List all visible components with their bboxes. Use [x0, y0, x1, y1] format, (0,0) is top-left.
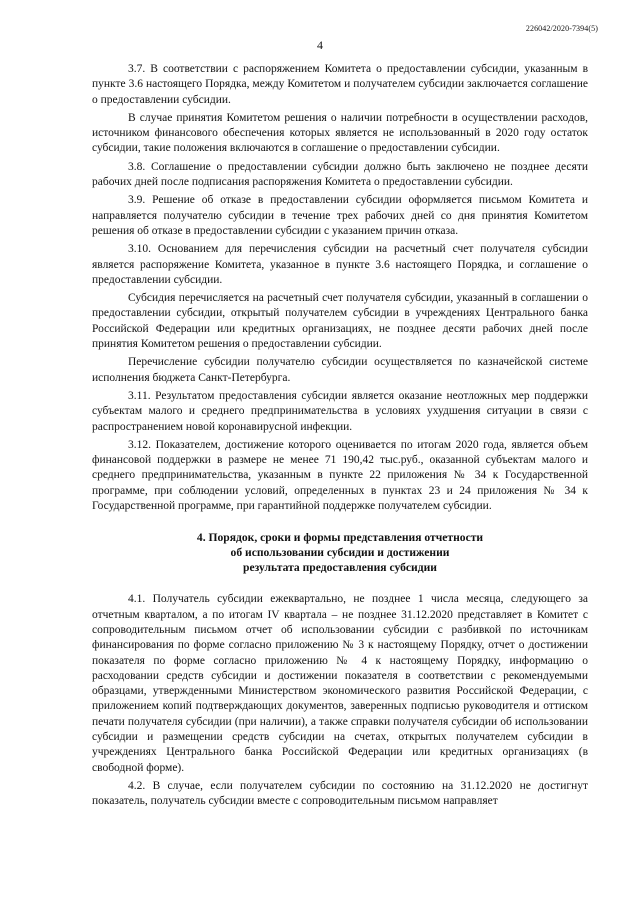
section-heading-line: об использовании субсидии и достижении	[230, 546, 450, 560]
document-body	[92, 62, 588, 812]
section-heading-line: 4. Порядок, сроки и формы представления отчетности	[196, 531, 484, 545]
paragraph-3-10: 3.10. Основанием для перечисления субсидии на расчетный счет получателя субсидии является распоряжение Комитета, указанное в пункте 3.6 настоящего Порядка, и соглашение о предоставлении субсидии.	[92, 243, 588, 286]
document-registration-number: 226042/2020-7394(5)	[525, 24, 598, 33]
paragraph-3-12: 3.12. Показателем, достижение которого оценивается по итогам 2020 года, является объем финансовой поддержки в размере не менее 71 190,42 тыс.руб., оказанной субъектам малого и среднего предпринимательства, указанным в пункте 22 приложения № 34 к Государственной программе, при соблюдении условий, определенных в пунктах 23 и 24 приложения № 34 к Государственной программе, при гарантийной поддержке получателем субсидии.	[92, 438, 588, 513]
paragraph-4-1: 4.1. Получатель субсидии ежеквартально, не позднее 1 числа месяца, следующего за отчетным кварталом, а по итогам IV квартала – не позднее 31.12.2020 представляет в Комитет с сопроводительным письмом отчет об использовании субсидии с разбивкой по источникам финансирования по форме согласно приложению № 3 к настоящему Порядку, отчет о достижении показателя по форме согласно приложению № 4 к настоящему Порядку, информацию о расходовании средств субсидии и достижении показателя в соответствии с рекомендуемыми образцами, утвержденными Министерством экономического развития Российской Федерации, с приложением копий подтверждающих документов, заверенных подписью руководителя и оттиском печати получателя субсидии (при наличии), а также справки получателя субсидии об использовании субсидии и размещении средств субсидии на счетах, открытых получателем субсидии в учреждениях Центрального банка Российской Федерации или кредитных организациях (в свободной форме).	[92, 593, 588, 774]
paragraph-3-7: 3.7. В соответствии с распоряжением Комитета о предоставлении субсидии, указанным в пункте 3.6 настоящего Порядка, между Комитетом и получателем субсидии заключается соглашение о предоставлении субсидии.	[92, 63, 588, 106]
paragraph-3-9: 3.9. Решение об отказе в предоставлении субсидии оформляется письмом Комитета и направляется получателю субсидии в течение трех рабочих дней со дня принятия Комитетом решения об отказе в предоставлении субсидии с указанием причин отказа.	[92, 194, 588, 237]
paragraph-treasury-system: Перечисление субсидии получателю субсидии осуществляется по казначейской системе исполнения бюджета Санкт-Петербурга.	[92, 356, 588, 384]
paragraph-subsidy-transfer: Субсидия перечисляется на расчетный счет получателя субсидии, указанный в соглашении о предоставлении субсидии, открытый получателем субсидии в учреждениях Центрального банка Российской Федерации или кредитных организациях, не позднее десяти рабочих дней после принятия Комитетом решения о предоставлении субсидии.	[92, 292, 588, 351]
paragraph-3-7-addendum: В случае принятия Комитетом решения о наличии потребности в осуществлении расходов, источником финансового обеспечения которых является не использованный в 2020 году остаток субсидии, такие положения включаются в соглашение о предоставлении субсидии.	[92, 111, 588, 155]
paragraph-3-8: 3.8. Соглашение о предоставлении субсидии должно быть заключено не позднее десяти рабочих дней после подписания распоряжения Комитета о предоставлении субсидии.	[92, 160, 588, 189]
section-4-heading	[92, 530, 588, 575]
page-number: 4	[317, 38, 323, 52]
paragraph-4-2: 4.2. В случае, если получателем субсидии по состоянию на 31.12.2020 не достигнут показатель, получатель субсидии вместе с сопроводительным письмом направляет	[92, 779, 588, 808]
section-heading-line: результата предоставления субсидии	[243, 561, 437, 575]
paragraph-3-11: 3.11. Результатом предоставления субсидии является оказание неотложных мер поддержки субъектам малого и среднего предпринимательства в условиях ухудшения ситуации в связи с распространением новой коронавирусной инфекции.	[92, 389, 588, 433]
